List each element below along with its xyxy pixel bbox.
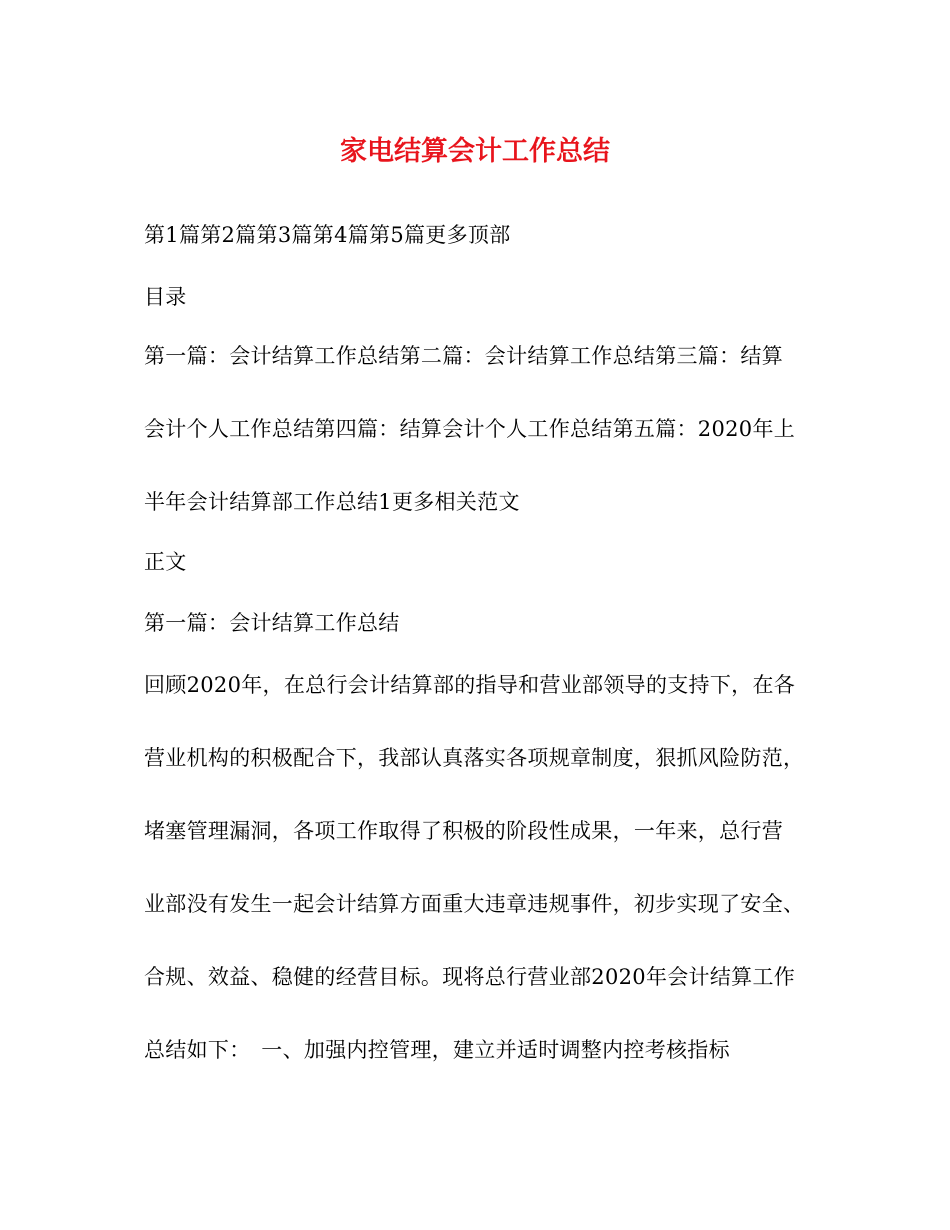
body-paragraph-line: 业部没有发生一起会计结算方面重大违章违规事件，初步实现了安全、 — [144, 892, 805, 916]
body-paragraph-line: 总结如下： 一、加强内控管理，建立并适时调整内控考核指标 — [144, 1038, 730, 1062]
document-title: 家电结算会计工作总结 — [340, 136, 610, 167]
section-heading: 第一篇：会计结算工作总结 — [144, 611, 400, 635]
body-paragraph-line: 合规、效益、稳健的经营目标。现将总行营业部2020年会计结算工作 — [144, 965, 796, 989]
toc-line: 半年会计结算部工作总结1更多相关范文 — [144, 490, 520, 514]
toc-line: 第一篇：会计结算工作总结第二篇：会计结算工作总结第三篇：结算 — [144, 344, 783, 368]
body-paragraph-line: 回顾2020年，在总行会计结算部的指导和营业部领导的支持下，在各 — [144, 673, 796, 697]
body-heading: 正文 — [144, 550, 187, 574]
toc-line: 会计个人工作总结第四篇：结算会计个人工作总结第五篇：2020年上 — [144, 417, 796, 441]
toc-heading: 目录 — [144, 285, 187, 309]
body-paragraph-line: 堵塞管理漏洞，各项工作取得了积极的阶段性成果，一年来，总行营 — [144, 819, 783, 843]
section-nav-links: 第1篇第2篇第3篇第4篇第5篇更多顶部 — [144, 223, 511, 247]
body-paragraph-line: 营业机构的积极配合下，我部认真落实各项规章制度，狠抓风险防范， — [144, 746, 805, 770]
